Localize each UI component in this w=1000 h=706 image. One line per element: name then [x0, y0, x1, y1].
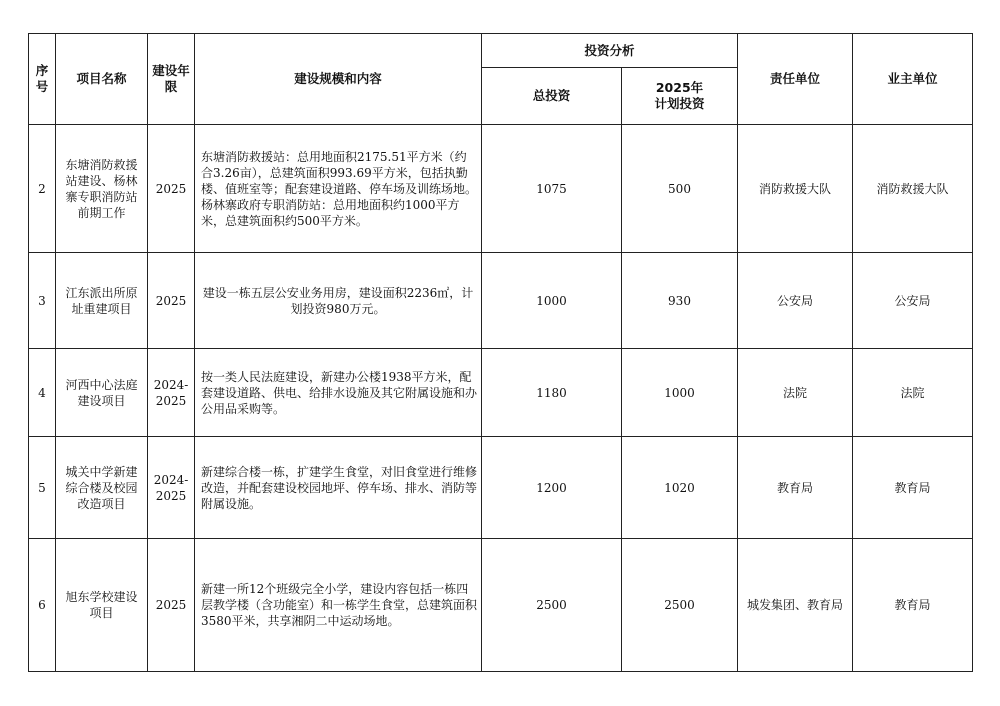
cell-planned-investment: 500: [622, 125, 738, 253]
cell-responsible-unit: 消防救援大队: [738, 125, 853, 253]
cell-responsible-unit: 城发集团、教育局: [738, 539, 853, 672]
cell-content: 新建综合楼一栋，扩建学生食堂，对旧食堂进行维修改造，并配套建设校园地坪、停车场、排水、消防等附属设施。: [195, 437, 482, 539]
cell-seq: 5: [29, 437, 56, 539]
header-content: 建设规模和内容: [195, 34, 482, 125]
header-responsible-unit: 责任单位: [738, 34, 853, 125]
cell-total-investment: 1000: [482, 253, 622, 349]
header-project-name: 项目名称: [56, 34, 148, 125]
cell-seq: 2: [29, 125, 56, 253]
cell-seq: 3: [29, 253, 56, 349]
cell-responsible-unit: 法院: [738, 349, 853, 437]
cell-content: 按一类人民法庭建设，新建办公楼1938平方米，配套建设道路、供电、给排水设施及其它附属设施和办公用品采购等。: [195, 349, 482, 437]
project-table: [28, 33, 973, 672]
cell-project-name: 城关中学新建综合楼及校园改造项目: [56, 437, 148, 539]
cell-owner-unit: 教育局: [853, 539, 973, 672]
table-row: [29, 125, 973, 253]
cell-total-investment: 1180: [482, 349, 622, 437]
cell-year: 2025: [148, 125, 195, 253]
cell-seq: 6: [29, 539, 56, 672]
cell-responsible-unit: 教育局: [738, 437, 853, 539]
cell-planned-investment: 930: [622, 253, 738, 349]
cell-project-name: 河西中心法庭建设项目: [56, 349, 148, 437]
cell-owner-unit: 消防救援大队: [853, 125, 973, 253]
cell-planned-investment: 1020: [622, 437, 738, 539]
cell-project-name: 江东派出所原址重建项目: [56, 253, 148, 349]
table-row: [29, 349, 973, 437]
cell-content: 东塘消防救援站：总用地面积2175.51平方米（约合3.26亩），总建筑面积993.69平方米，包括执勤楼、值班室等；配套建设道路、停车场及训练场地。杨林寨政府专职消防站：总用地面积约1000平方米，总建筑面积约500平方米。: [195, 125, 482, 253]
header-build-years: 建设年 限: [148, 34, 195, 125]
header-owner-unit: 业主单位: [853, 34, 973, 125]
cell-total-investment: 1200: [482, 437, 622, 539]
table-row: [29, 539, 973, 672]
header-total-investment: 总投资: [482, 68, 622, 125]
table-row: [29, 437, 973, 539]
cell-year: 2025: [148, 253, 195, 349]
cell-project-name: 东塘消防救援站建设、杨林寨专职消防站前期工作: [56, 125, 148, 253]
cell-owner-unit: 公安局: [853, 253, 973, 349]
cell-content: 建设一栋五层公安业务用房，建设面积2236㎡，计划投资980万元。: [195, 253, 482, 349]
cell-planned-investment: 1000: [622, 349, 738, 437]
cell-content: 新建一所12个班级完全小学，建设内容包括一栋四层教学楼（含功能室）和一栋学生食堂，总建筑面积3580平米，共享湘阴二中运动场地。: [195, 539, 482, 672]
cell-project-name: 旭东学校建设项目: [56, 539, 148, 672]
cell-owner-unit: 教育局: [853, 437, 973, 539]
cell-year: 2025: [148, 539, 195, 672]
cell-total-investment: 2500: [482, 539, 622, 672]
cell-year: 2024-2025: [148, 437, 195, 539]
table-row: [29, 253, 973, 349]
cell-planned-investment: 2500: [622, 539, 738, 672]
cell-responsible-unit: 公安局: [738, 253, 853, 349]
cell-year: 2024-2025: [148, 349, 195, 437]
cell-seq: 4: [29, 349, 56, 437]
cell-total-investment: 1075: [482, 125, 622, 253]
cell-owner-unit: 法院: [853, 349, 973, 437]
header-2025-planned-investment: 2025年 计划投资: [622, 68, 738, 125]
header-investment-analysis: 投资分析: [482, 34, 738, 68]
header-seq: 序 号: [29, 34, 56, 125]
